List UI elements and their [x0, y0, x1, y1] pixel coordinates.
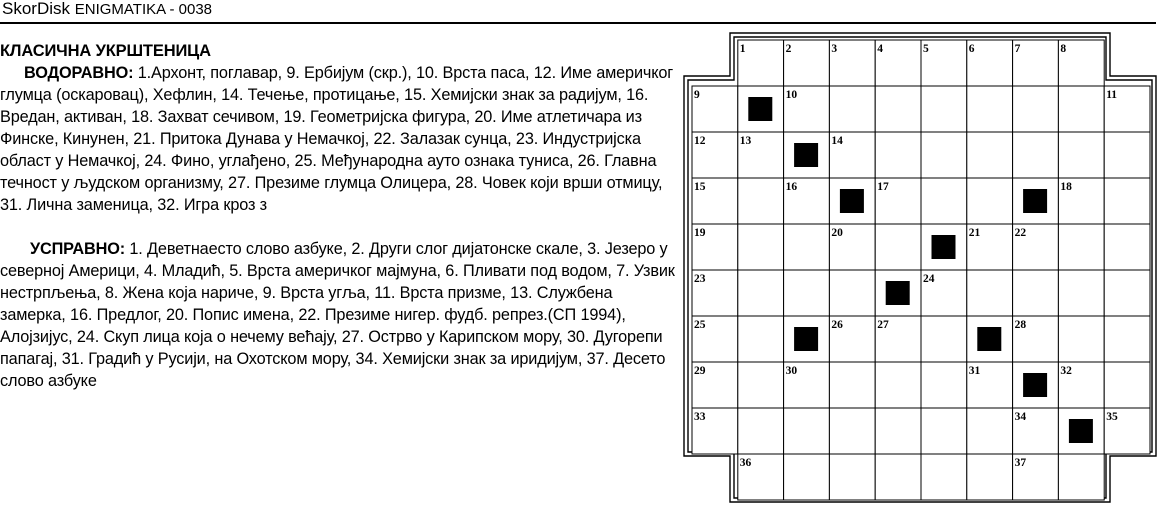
cell-number: 5 — [923, 43, 929, 55]
cell-number: 8 — [1060, 43, 1067, 55]
down-label: УСПРАВНО: — [30, 240, 126, 258]
grid-cell[interactable] — [921, 132, 967, 178]
grid-cell[interactable] — [738, 362, 784, 408]
grid-cell[interactable] — [1058, 270, 1104, 316]
black-block — [794, 327, 818, 351]
cell-number: 22 — [1014, 227, 1027, 239]
grid-cell[interactable] — [967, 178, 1013, 224]
black-block — [794, 143, 818, 167]
grid-cell[interactable] — [875, 454, 921, 500]
grid-cell[interactable] — [1104, 316, 1150, 362]
grid-cell[interactable] — [738, 270, 784, 316]
cell-number: 11 — [1106, 89, 1118, 101]
grid-cell[interactable] — [738, 178, 784, 224]
grid-cell[interactable] — [921, 408, 967, 454]
black-block — [886, 281, 910, 305]
cell-number: 3 — [831, 43, 838, 55]
grid-cell[interactable] — [738, 316, 784, 362]
grid-cell[interactable] — [829, 270, 875, 316]
puzzle-code: ENIGMATIKA - 0038 — [74, 1, 213, 18]
grid-cell[interactable] — [1013, 270, 1059, 316]
black-block — [1023, 189, 1047, 213]
black-block — [977, 327, 1001, 351]
cell-number: 21 — [968, 227, 981, 239]
cell-number: 24 — [923, 273, 935, 285]
cell-number: 10 — [785, 89, 798, 101]
cell-number: 1 — [739, 43, 746, 55]
grid-cell[interactable] — [784, 408, 830, 454]
grid-cell[interactable] — [1104, 224, 1150, 270]
cell-number: 35 — [1106, 411, 1118, 423]
cell-number: 36 — [739, 457, 752, 469]
cell-number: 18 — [1060, 181, 1072, 193]
grid-cell[interactable] — [921, 178, 967, 224]
grid-cell[interactable] — [1104, 132, 1150, 178]
cell-number: 19 — [694, 227, 706, 239]
grid-cell[interactable] — [784, 270, 830, 316]
grid-cell[interactable] — [829, 408, 875, 454]
brand-name: SkorDisk — [2, 0, 71, 18]
across-text: 1.Архонт, поглавар, 9. Ербијум (скр.), 10. Врста паса, 12. Име америчког глумца (оскаровац), Хефлин, 14. Течење, протицање, 15. Хемијски знак за радијум, 16. Вредан, активан, 18. Захват сечивом, 19. Геометријска фигура, 20. Име атлетичара из Финске, Кинунен, 21. Притока Дунава у Немачкој, 22. Залазак сунца, 23. Индустријска област у Немачкој, 24. Фино, углађено, 25. Међународна ауто ознака туниса, 26. Главна течност у људском организму, 27. Презиме глумца Олицера, 28. Човек који врши отмицу, 31. Лична заменица, 32. Игра кроз з — [0, 64, 674, 214]
grid-cell[interactable] — [1013, 86, 1059, 132]
down-text: 1. Деветнаесто слово азбуке, 2. Други слог дијатонске скале, 3. Језеро у северној Америци, 4. Младић, 5. Врста америчког мајмуна, 6. Пливати под водом, 7. Узвик нестрпљења, 8. Жена која нариче, 9. Врста угља, 11. Врста призме, 13. Службена замерка, 16. Предлог, 20. Попис имена, 22. Презиме нигер. фудб. репрез.(СП 1994), Алојзијус, 24. Скуп лица која о нечему већају, 27. Острво у Карипском мору, 30. Дугорепи папагај, 31. Градић у Русији, на Охотском мору, 34. Хемијски знак за иридијум, 37. Десето слово азбуке — [0, 240, 675, 390]
cell-number: 37 — [1014, 457, 1027, 469]
cell-number: 32 — [1060, 365, 1072, 377]
grid-cell[interactable] — [784, 224, 830, 270]
black-block — [840, 189, 864, 213]
grid-cell[interactable] — [829, 86, 875, 132]
cell-number: 20 — [831, 227, 843, 239]
cell-number: 7 — [1014, 43, 1021, 55]
grid-cell[interactable] — [967, 408, 1013, 454]
grid-cell[interactable] — [967, 86, 1013, 132]
grid-cell[interactable] — [1104, 178, 1150, 224]
cell-number: 15 — [694, 181, 706, 193]
cell-number: 26 — [831, 319, 843, 331]
grid-cell[interactable] — [921, 86, 967, 132]
grid-cell[interactable] — [1104, 270, 1150, 316]
cell-number: 31 — [968, 365, 981, 377]
grid-cell[interactable] — [875, 224, 921, 270]
cell-number: 28 — [1014, 319, 1027, 331]
grid-cell[interactable] — [1058, 224, 1104, 270]
cell-number: 23 — [694, 273, 706, 285]
cell-number: 13 — [739, 135, 752, 147]
black-block — [932, 235, 956, 259]
grid-cell[interactable] — [829, 362, 875, 408]
cell-number: 30 — [785, 365, 798, 377]
grid-cell[interactable] — [875, 362, 921, 408]
grid-cell[interactable] — [1058, 132, 1104, 178]
grid-cell[interactable] — [1058, 86, 1104, 132]
cell-number: 4 — [877, 43, 883, 55]
cell-number: 14 — [831, 135, 843, 147]
grid-cell[interactable] — [921, 454, 967, 500]
puzzle-title: КЛАСИЧНА УКРШТЕНИЦА — [0, 42, 211, 60]
cell-number: 25 — [694, 319, 706, 331]
cell-number: 16 — [785, 181, 798, 193]
across-label: ВОДОРАВНО: — [24, 64, 134, 82]
cell-number: 27 — [877, 319, 889, 331]
grid-cell[interactable] — [875, 86, 921, 132]
grid-cell[interactable] — [738, 224, 784, 270]
grid-cell[interactable] — [967, 270, 1013, 316]
grid-cell[interactable] — [967, 454, 1013, 500]
grid-cell[interactable] — [875, 408, 921, 454]
black-block — [748, 97, 772, 121]
grid-cell[interactable] — [784, 454, 830, 500]
grid-cell[interactable] — [921, 362, 967, 408]
grid-cell[interactable] — [1013, 132, 1059, 178]
cell-number: 6 — [968, 43, 975, 55]
cell-number: 29 — [694, 365, 706, 377]
cell-number: 17 — [877, 181, 889, 193]
grid-cell[interactable] — [875, 132, 921, 178]
cell-number: 9 — [694, 89, 700, 101]
grid-cell[interactable] — [1104, 362, 1150, 408]
grid-cell[interactable] — [967, 132, 1013, 178]
grid-cell[interactable] — [921, 316, 967, 362]
grid-cell[interactable] — [738, 408, 784, 454]
grid-cell[interactable] — [829, 454, 875, 500]
cell-number: 12 — [694, 135, 706, 147]
black-block — [1069, 419, 1093, 443]
cell-number: 2 — [785, 43, 792, 55]
grid-cell[interactable] — [1058, 454, 1104, 500]
black-block — [1023, 373, 1047, 397]
grid-cell[interactable] — [1058, 316, 1104, 362]
cell-number: 33 — [694, 411, 706, 423]
cell-number: 34 — [1014, 411, 1027, 423]
